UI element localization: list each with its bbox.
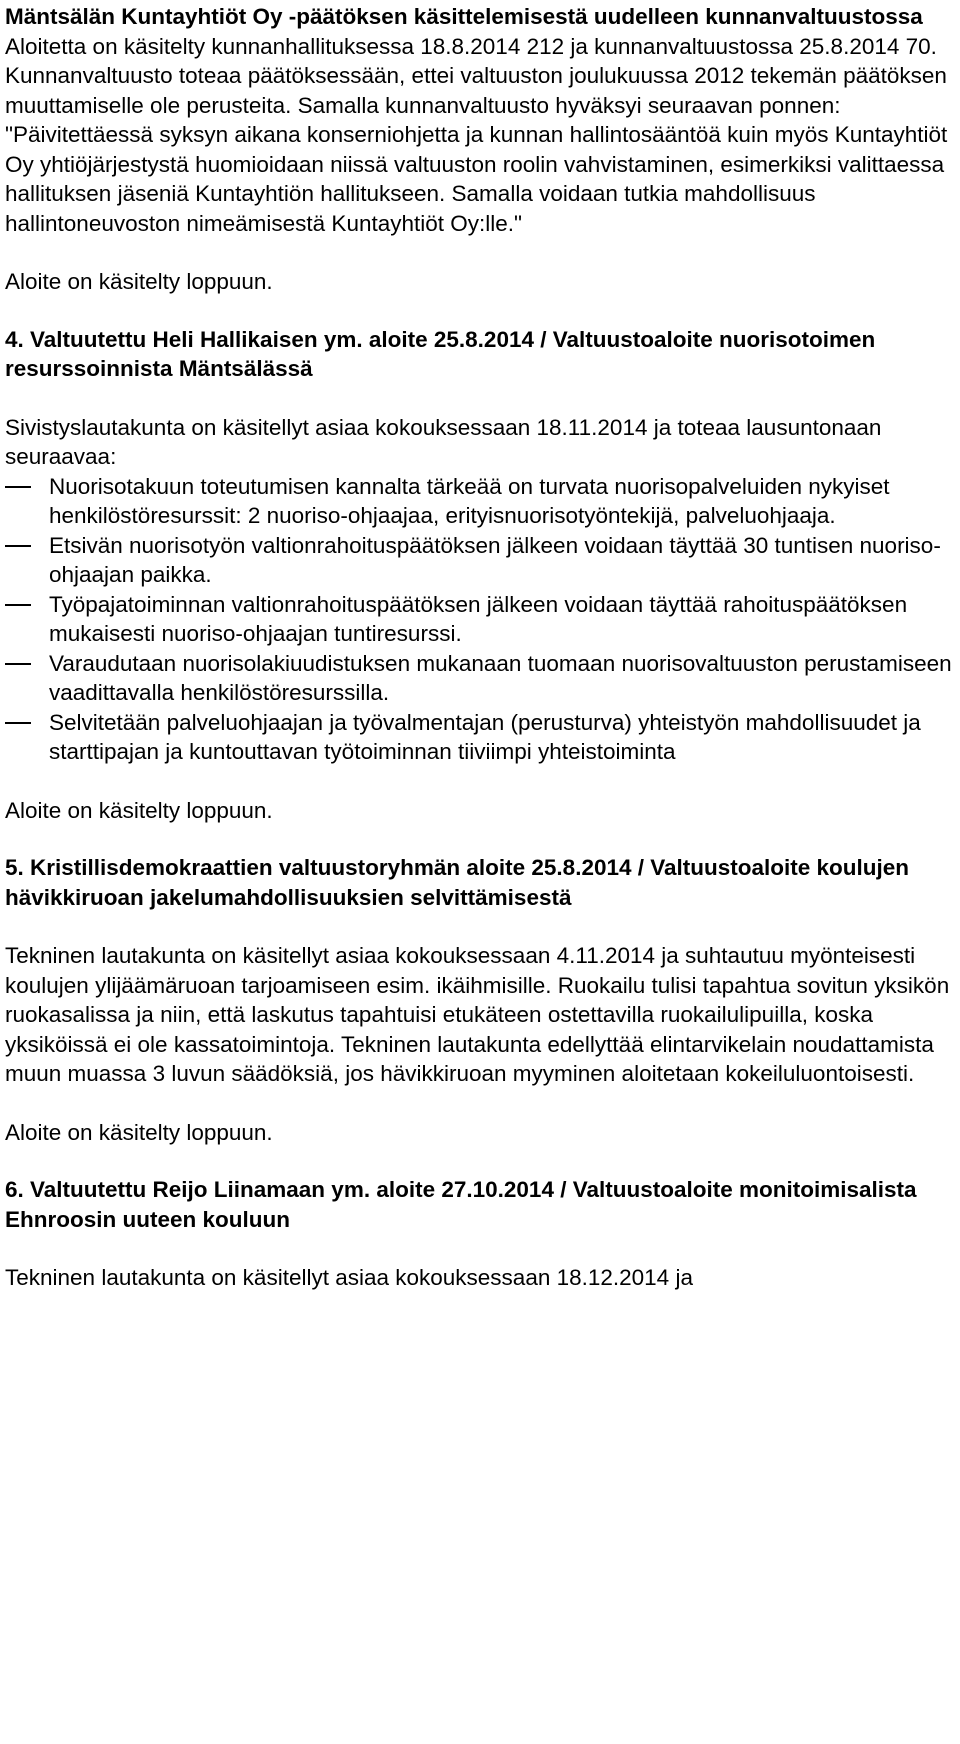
paragraph-gap — [5, 384, 955, 413]
list-item — [5, 590, 955, 649]
section-heading-5: 5. Kristillisdemokraattien valtuustoryhmän aloite 25.8.2014 / Valtuustoaloite koulujen hävikkiruoan jakelumahdollisuuksien selvittämisestä — [5, 855, 910, 910]
section-heading-4: 4. Valtuutettu Heli Hallikaisen ym. aloite 25.8.2014 / Valtuustoaloite nuorisotoimen resurssoinnista Mäntsälässä — [5, 326, 876, 381]
list-item — [5, 472, 955, 531]
section-heading-kuntayhtiot: Mäntsälän Kuntayhtiöt Oy -päätöksen käsittelemisestä uudelleen kunnanvaltuustossa — [5, 4, 923, 29]
list-item — [5, 649, 955, 708]
section-body-5: Tekninen lautakunta on käsitellyt asiaa kokouksessaan 4.11.2014 ja suhtautuu myönteisesti koulujen ylijäämäruoan tarjoamiseen esim. ikäihmisille. Ruokailu tulisi tapahtua sovitun yksikön ruokasalissa ja niin, että laskutus tapahtuisi etukäteen ostettavilla ruokailulipuilla, koska yksiköissä ei ole kassatoimintoja. Tekninen lautakunta edellyttää elintarvikelain noudattamista muun muassa 3 luvun säädöksiä, jos hävikkiruoan myyminen aloitetaan kokeiluluontoisesti. — [5, 943, 950, 1086]
list-item-text: Selvitetään palveluohjaajan ja työvalmentajan (perusturva) yhteistyön mahdollisuudet ja starttipajan ja kuntouttavan työtoiminnan tiiviimpi yhteistoiminta — [49, 709, 921, 764]
list-item-text: Työpajatoiminnan valtionrahoituspäätöksen jälkeen voidaan täyttää rahoituspäätöksen mukaisesti nuoriso-ohjaajan tuntiresurssi. — [49, 591, 908, 646]
paragraph-gap — [5, 238, 955, 267]
paragraph-gap — [5, 1089, 955, 1118]
paragraph-gap — [5, 297, 955, 325]
section-body-6: Tekninen lautakunta on käsitellyt asiaa kokouksessaan 18.12.2014 ja — [5, 1265, 693, 1290]
dash-bullet-icon — [5, 486, 31, 488]
list-item — [5, 708, 955, 767]
dash-bullet-icon — [5, 722, 31, 724]
list-item — [5, 531, 955, 590]
list-item-text: Etsivän nuorisotyön valtionrahoituspäätöksen jälkeen voidaan täyttää 30 tuntisen nuoriso-ohjaajan paikka. — [49, 532, 941, 587]
paragraph-gap — [5, 1147, 955, 1175]
dash-bullet-icon — [5, 663, 31, 665]
dash-bullet-icon — [5, 545, 31, 547]
section-intro-4: Sivistyslautakunta on käsitellyt asiaa kokouksessaan 18.11.2014 ja toteaa lausuntonaan seuraavaa: — [5, 414, 882, 469]
list-item-text: Nuorisotakuun toteutumisen kannalta tärkeää on turvata nuorisopalveluiden nykyiset henkilöstöresurssit: 2 nuoriso-ohjaajaa, erityisnuorisotyöntekijä, palveluohjaaja. — [49, 473, 890, 528]
closing-note-5: Aloite on käsitelty loppuun. — [5, 1119, 273, 1145]
section-body-kuntayhtiot: Aloitetta on käsitelty kunnanhallituksessa 18.8.2014 212 ja kunnanvaltuustossa 25.8.2014 70. Kunnanvaltuusto toteaa päätöksessään, ettei valtuuston joulukuussa 2012 tekemän päätöksen muuttamiselle ole perusteita. Samalla kunnanvaltuusto hyväksyi seuraavan ponnen: "Päivitettäessä syksyn aikana konserniohjetta ja kunnan hallintosääntöä kuin myös Kuntayhtiöt Oy yhtiöjärjestystä huomioidaan niissä valtuuston roolin vahvistaminen, esimerkiksi valittaessa hallituksen jäseniä Kuntayhtiön hallitukseen. Samalla voidaan tutkia mahdollisuus hallintoneuvoston nimeämisestä Kuntayhtiöt Oy:lle." — [5, 33, 948, 236]
dash-bullet-icon — [5, 604, 31, 606]
statement-list — [5, 472, 955, 767]
paragraph-gap — [5, 825, 955, 853]
section-heading-6: 6. Valtuutettu Reijo Liinamaan ym. aloite 27.10.2014 / Valtuustoaloite monitoimisalista Ehnroosin uuteen kouluun — [5, 1177, 917, 1232]
closing-note-4: Aloite on käsitelty loppuun. — [5, 797, 273, 823]
paragraph-gap — [5, 1234, 955, 1263]
paragraph-gap — [5, 767, 955, 796]
document-content — [5, 2, 955, 1293]
list-item-text: Varaudutaan nuorisolakiuudistuksen mukanaan tuomaan nuorisovaltuuston perustamiseen vaadittavalla henkilöstöresurssilla. — [49, 650, 952, 705]
closing-note-kuntayhtiot: Aloite on käsitelty loppuun. — [5, 269, 273, 294]
paragraph-gap — [5, 912, 955, 941]
